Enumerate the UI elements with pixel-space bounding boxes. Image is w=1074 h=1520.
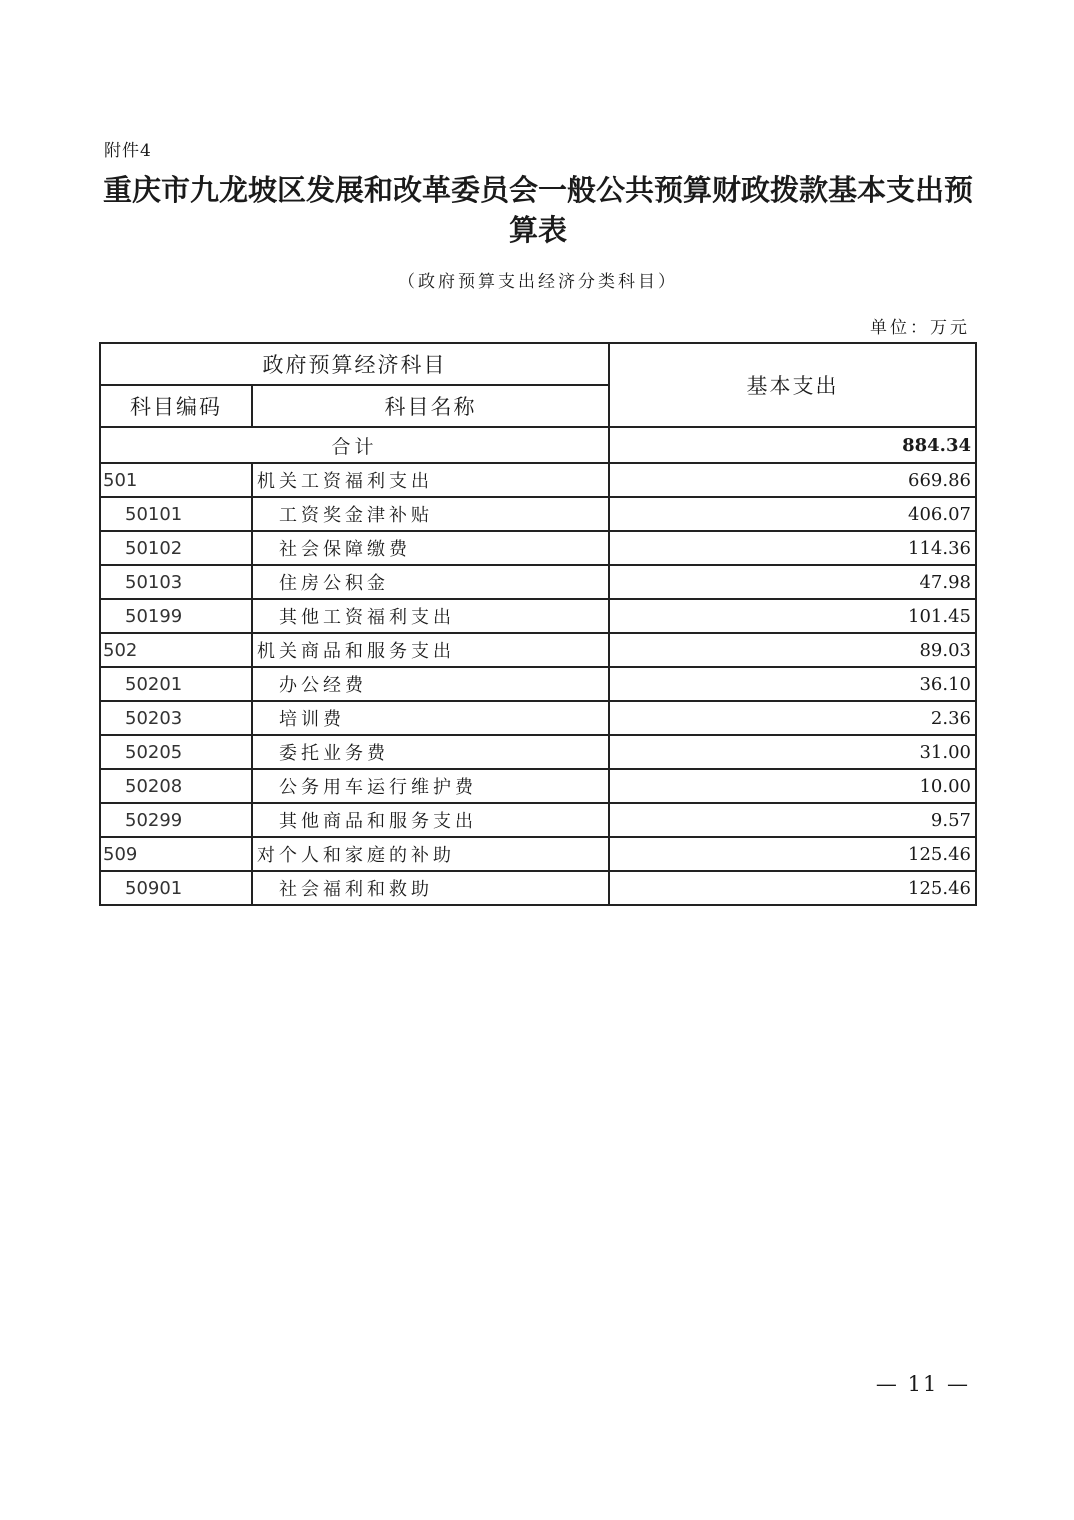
row-value: 9.57 — [609, 803, 976, 837]
row-name: 工资奖金津补贴 — [252, 497, 609, 531]
row-value: 10.00 — [609, 769, 976, 803]
table-row — [100, 565, 976, 599]
row-name: 社会保障缴费 — [252, 531, 609, 565]
row-code: 502 — [100, 633, 252, 667]
row-code: 50102 — [100, 531, 252, 565]
row-value: 125.46 — [609, 837, 976, 871]
row-code: 50299 — [100, 803, 252, 837]
row-name: 机关商品和服务支出 — [252, 633, 609, 667]
row-code: 50901 — [100, 871, 252, 905]
amount-header: 基本支出 — [609, 343, 976, 427]
budget-table — [99, 342, 977, 906]
row-code: 50103 — [100, 565, 252, 599]
row-code: 50101 — [100, 497, 252, 531]
total-row — [100, 427, 976, 463]
total-value: 884.34 — [609, 427, 976, 463]
code-header: 科目编码 — [100, 385, 252, 427]
row-code: 501 — [100, 463, 252, 497]
total-label: 合计 — [100, 427, 609, 463]
table-row — [100, 531, 976, 565]
row-value: 125.46 — [609, 871, 976, 905]
title-text: 重庆市九龙坡区发展和改革委员会一般公共预算财政拨款基本支出预算表 — [102, 173, 973, 247]
row-name: 公务用车运行维护费 — [252, 769, 609, 803]
table-row — [100, 735, 976, 769]
row-code: 50201 — [100, 667, 252, 701]
table-row — [100, 599, 976, 633]
page-number: — 11 — — [875, 1372, 970, 1396]
table-row — [100, 463, 976, 497]
table-row — [100, 701, 976, 735]
row-value: 114.36 — [609, 531, 976, 565]
table-row — [100, 871, 976, 905]
row-name: 机关工资福利支出 — [252, 463, 609, 497]
table-row — [100, 803, 976, 837]
page-title — [100, 170, 976, 250]
row-name: 对个人和家庭的补助 — [252, 837, 609, 871]
row-name: 其他商品和服务支出 — [252, 803, 609, 837]
attachment-label: 附件4 — [104, 141, 152, 161]
row-name: 办公经费 — [252, 667, 609, 701]
row-value: 2.36 — [609, 701, 976, 735]
table-row — [100, 769, 976, 803]
row-code: 509 — [100, 837, 252, 871]
row-value: 47.98 — [609, 565, 976, 599]
row-name: 住房公积金 — [252, 565, 609, 599]
row-name: 社会福利和救助 — [252, 871, 609, 905]
table-row — [100, 497, 976, 531]
row-name: 其他工资福利支出 — [252, 599, 609, 633]
row-value: 101.45 — [609, 599, 976, 633]
table-row — [100, 633, 976, 667]
page-subtitle: （政府预算支出经济分类科目） — [398, 272, 678, 292]
row-value: 36.10 — [609, 667, 976, 701]
row-value: 31.00 — [609, 735, 976, 769]
row-value: 89.03 — [609, 633, 976, 667]
row-code: 50199 — [100, 599, 252, 633]
row-code: 50203 — [100, 701, 252, 735]
row-name: 委托业务费 — [252, 735, 609, 769]
row-code: 50205 — [100, 735, 252, 769]
row-name: 培训费 — [252, 701, 609, 735]
table-body — [100, 427, 976, 905]
row-code: 50208 — [100, 769, 252, 803]
row-value: 669.86 — [609, 463, 976, 497]
name-header: 科目名称 — [252, 385, 609, 427]
row-value: 406.07 — [609, 497, 976, 531]
unit-label: 单位：万元 — [870, 318, 970, 338]
table-row — [100, 667, 976, 701]
group-header: 政府预算经济科目 — [100, 343, 609, 385]
table-row — [100, 837, 976, 871]
